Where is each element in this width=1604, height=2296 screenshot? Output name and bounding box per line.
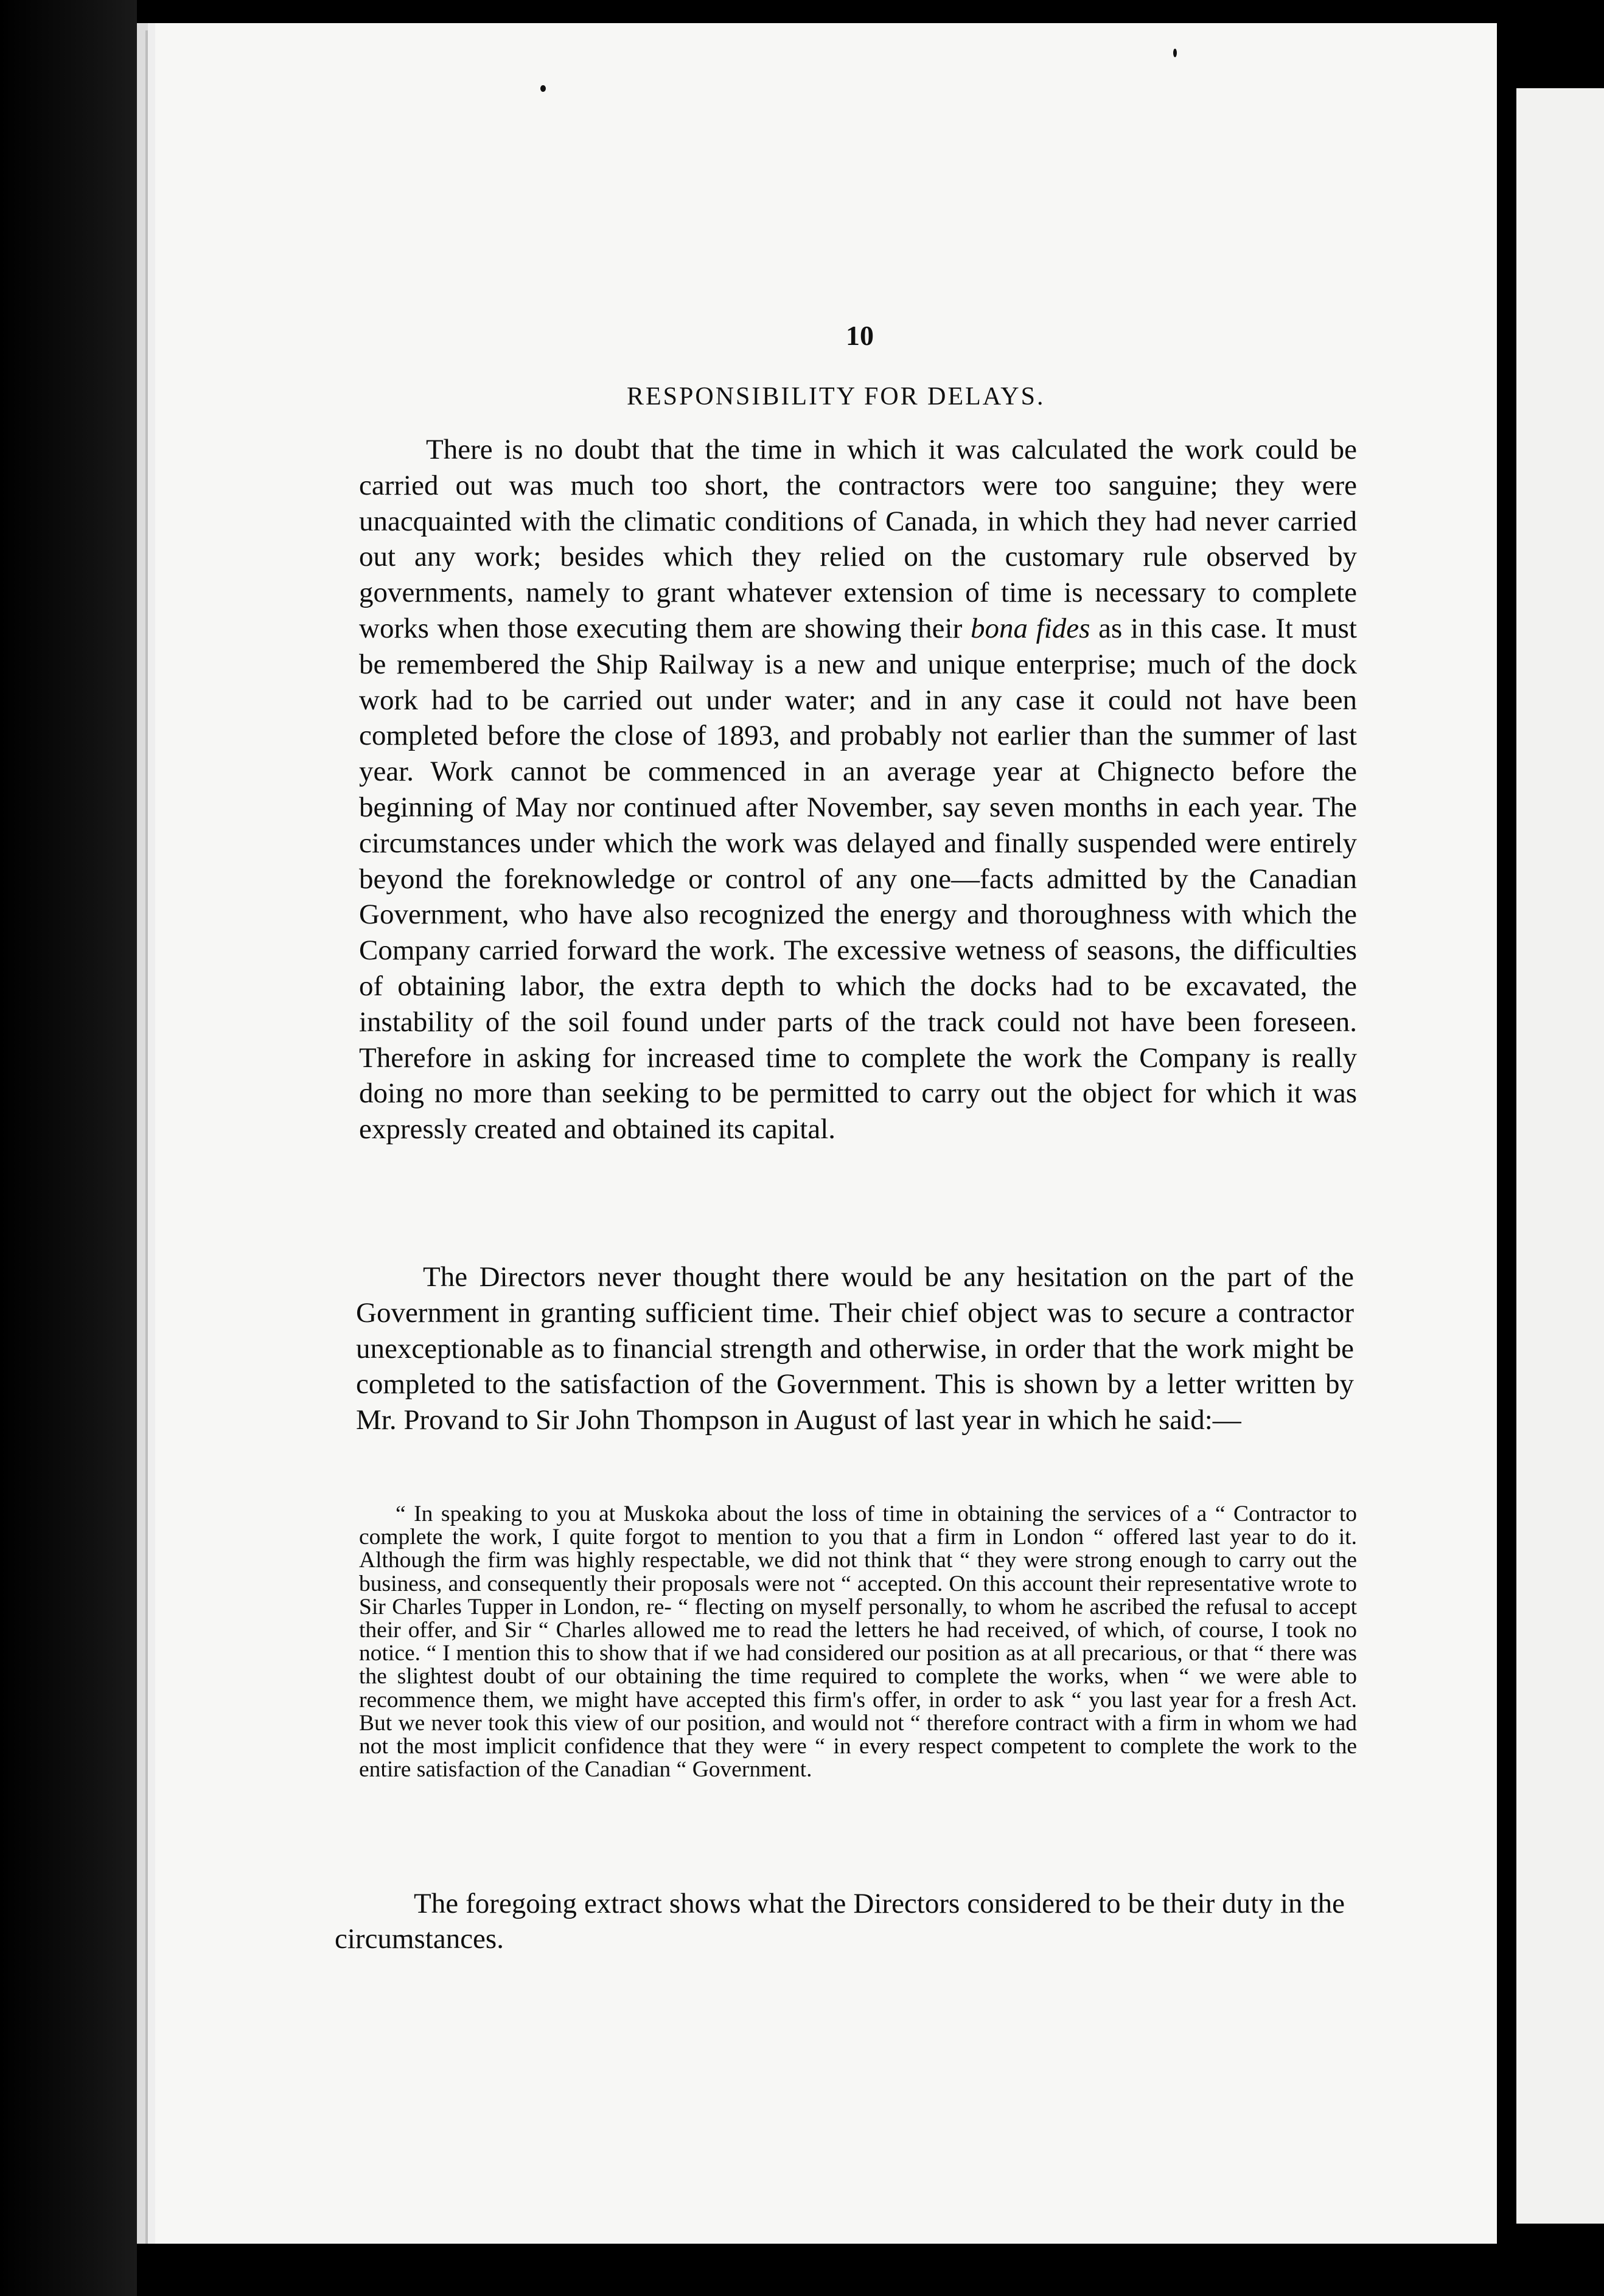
- paragraph-1-text-b: as in this case. It must be remembered the Ship Railway is a new and unique enterprise; much of the dock work had to be carried out under water; and in any case it could not have been completed before the close of 1893, and probably not earlier than the summer of last year. Work cannot be commenced in an average year at Chignecto before the beginning of May nor continued after November, say seven months in each year. The circumstances under which the work was delayed and finally suspended were entirely beyond the foreknowledge or control of any one—facts admitted by the Canadian Government, who have also recognized the energy and thoroughness with which the Company carried forward the work. The excessive wetness of seasons, the difficulties of obtaining labor, the extra depth to which the docks had to be excavated, the instability of the soil found under parts of the track could not have been foreseen. Therefore in asking for increased time to complete the work the Company is really doing no more than seeking to be permitted to carry out the object for which it was expressly created and obtained its capital.: [359, 612, 1357, 1146]
- block-quote: “ In speaking to you at Muskoka about the loss of time in obtaining the services of a “ Contractor to complete the work, I quite forgot to mention to you that a firm in London “ offered last year to do it. Although the firm was highly respectable, we did not think that “ they were strong enough to carry out the business, and consequently their proposals were not “ accepted. On this account their representative wrote to Sir Charles Tupper in London, re- “ flecting on myself personally, to whom he ascribed the refusal to accept their offer, and Sir “ Charles allowed me to read the letters he had received, of which, of course, I took no notice. “ I mention this to show that if we had considered our position as at all precarious, or that “ there was the slightest doubt of our obtaining the time required to complete the works, when “ we were able to recommence them, we might have accepted this firm's offer, in order to ask “ you last year for a fresh Act. But we never took this view of our position, and would not “ therefore contract with a firm in whom we had not the most implicit confidence that they were “ in every respect competent to complete the work to the entire satisfaction of the Canadian “ Government.: [359, 1501, 1357, 1783]
- paragraph-3: The foregoing extract shows what the Directors considered to be their duty in the circumstances.: [335, 1888, 1345, 1955]
- adjacent-page-edge: [1516, 88, 1604, 2224]
- paragraph-2: The Directors never thought there would be any hesitation on the part of the Government in granting sufficient time. Their chief object was to secure a contractor unexceptionable as to financial strength and otherwise, in order that the work might be completed to the satisfaction of the Government. This is shown by a letter written by Mr. Provand to Sir John Thompson in August of last year in which he said:—: [356, 1261, 1354, 1436]
- scan-speck: [1173, 49, 1177, 57]
- paragraph-1-text-a: There is no doubt that the time in which it was calculated the work could be carried out was much too short, the contractors were too sanguine; they were unacquainted with the climatic conditions of Canada, in which they had never carried out any work; besides which they relied on the customary rule observed by governments, namely to grant whatever extension of time is necessary to complete works when those executing them are showing their: [359, 434, 1357, 644]
- section-heading: RESPONSIBILITY FOR DELAYS.: [627, 383, 1045, 411]
- paragraph-1: [359, 432, 1357, 1147]
- page-number: 10: [846, 320, 874, 351]
- scan-speck: [540, 85, 546, 92]
- scan-border-left: [0, 0, 137, 2296]
- paragraph-1-italic: bona fides: [970, 612, 1090, 644]
